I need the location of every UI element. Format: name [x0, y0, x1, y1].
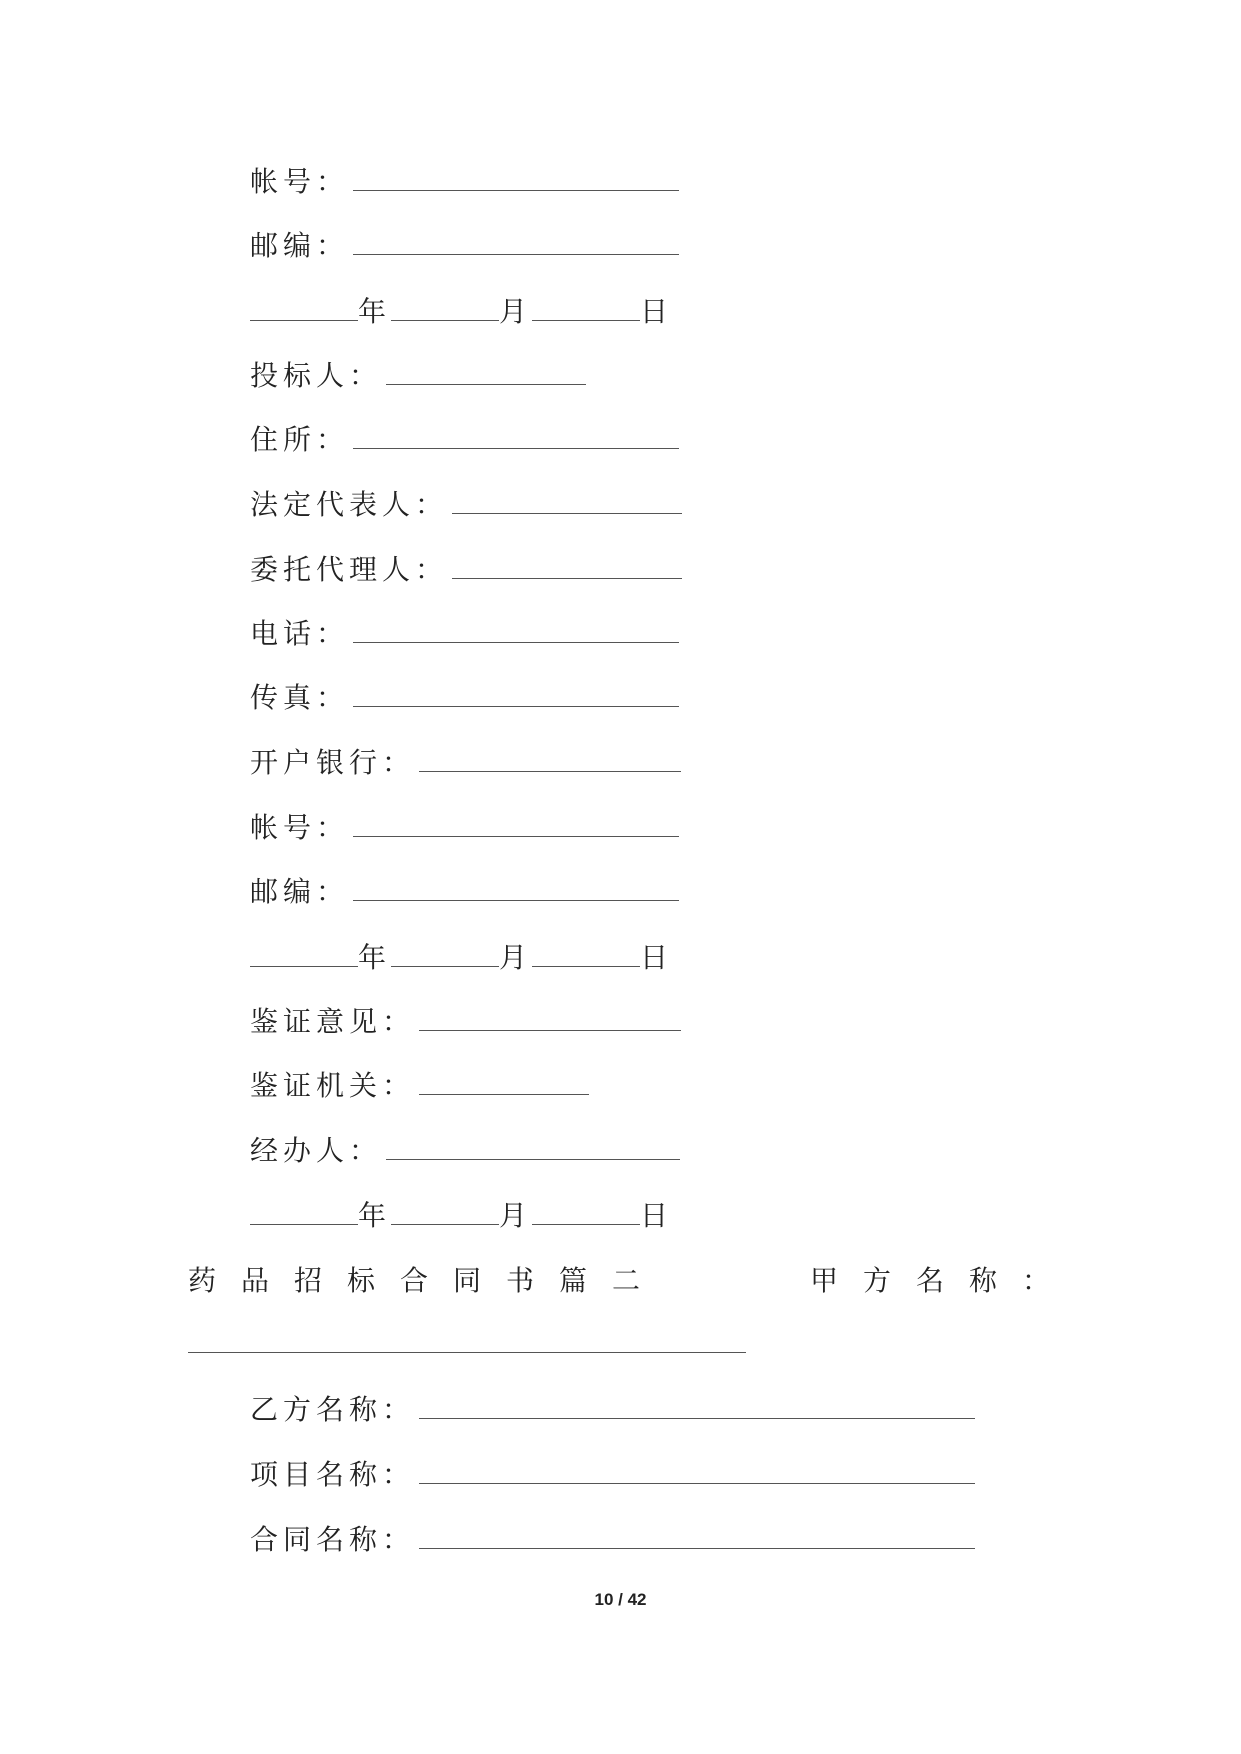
verification-authority-label: 鉴证机关： — [250, 1069, 416, 1102]
verification-opinion-field — [250, 1002, 681, 1042]
year-label: 年 — [358, 1199, 392, 1232]
project-field — [250, 1455, 975, 1495]
bidder-field — [250, 356, 586, 396]
day-label: 日 — [640, 941, 674, 974]
contract2-heading-line — [188, 1261, 1076, 1301]
date-line-1 — [250, 292, 673, 332]
handler-blank — [386, 1131, 680, 1160]
year-label: 年 — [358, 941, 392, 974]
project-blank — [419, 1455, 975, 1484]
address-blank — [353, 420, 679, 449]
address-field — [250, 420, 679, 460]
legal-rep-label: 法定代表人： — [250, 488, 449, 521]
phone-field — [250, 614, 679, 654]
handler-field — [250, 1131, 680, 1171]
year-blank — [250, 1196, 358, 1225]
account-blank — [353, 162, 679, 191]
party-b-label: 乙方名称： — [250, 1393, 416, 1426]
month-label: 月 — [499, 1199, 533, 1232]
address-label: 住所： — [250, 423, 350, 456]
bank-blank — [419, 743, 681, 772]
party-b-blank — [419, 1390, 975, 1419]
year-blank — [250, 292, 358, 321]
year-blank — [250, 938, 358, 967]
postcode-blank — [353, 226, 679, 255]
account-field-2 — [250, 808, 679, 848]
day-blank — [532, 938, 640, 967]
phone-blank — [353, 614, 679, 643]
account-field-1 — [250, 162, 679, 202]
postcode-blank — [353, 872, 679, 901]
month-blank — [391, 938, 499, 967]
project-label: 项目名称： — [250, 1458, 416, 1491]
date-line-2 — [250, 938, 673, 978]
account-blank — [353, 808, 679, 837]
legal-rep-field — [250, 485, 682, 525]
fax-field — [250, 678, 679, 718]
month-blank — [391, 1196, 499, 1225]
account-label: 帐号： — [250, 165, 350, 198]
legal-rep-blank — [452, 485, 682, 514]
day-blank — [532, 292, 640, 321]
bank-field — [250, 743, 681, 783]
postcode-label: 邮编： — [250, 875, 350, 908]
bidder-blank — [386, 356, 586, 385]
month-label: 月 — [499, 941, 533, 974]
postcode-field-2 — [250, 872, 679, 912]
fax-blank — [353, 678, 679, 707]
party-a-blank — [188, 1352, 746, 1353]
contract-name-label: 合同名称： — [250, 1523, 416, 1556]
handler-label: 经办人： — [250, 1134, 383, 1167]
phone-label: 电话： — [250, 617, 350, 650]
account-label: 帐号： — [250, 811, 350, 844]
contract-name-blank — [419, 1520, 975, 1549]
party-a-label: 甲方名称： — [810, 1264, 1076, 1297]
contract-name-field — [250, 1520, 975, 1560]
year-label: 年 — [358, 295, 392, 328]
month-label: 月 — [499, 295, 533, 328]
verification-opinion-label: 鉴证意见： — [250, 1005, 416, 1038]
postcode-field-1 — [250, 226, 679, 266]
postcode-label: 邮编： — [250, 229, 350, 262]
date-line-3 — [250, 1196, 673, 1236]
verification-authority-blank — [419, 1066, 589, 1095]
agent-blank — [452, 550, 682, 579]
fax-label: 传真： — [250, 681, 350, 714]
day-blank — [532, 1196, 640, 1225]
day-label: 日 — [640, 1199, 674, 1232]
party-b-field — [250, 1390, 975, 1430]
agent-field — [250, 550, 682, 590]
agent-label: 委托代理人： — [250, 553, 449, 586]
bidder-label: 投标人： — [250, 359, 383, 392]
bank-label: 开户银行： — [250, 746, 416, 779]
month-blank — [391, 292, 499, 321]
contract2-heading: 药品招标合同书篇二 — [188, 1264, 666, 1297]
page-number: 10 / 42 — [594, 1590, 647, 1609]
day-label: 日 — [640, 295, 674, 328]
verification-authority-field — [250, 1066, 589, 1106]
verification-opinion-blank — [419, 1002, 681, 1031]
